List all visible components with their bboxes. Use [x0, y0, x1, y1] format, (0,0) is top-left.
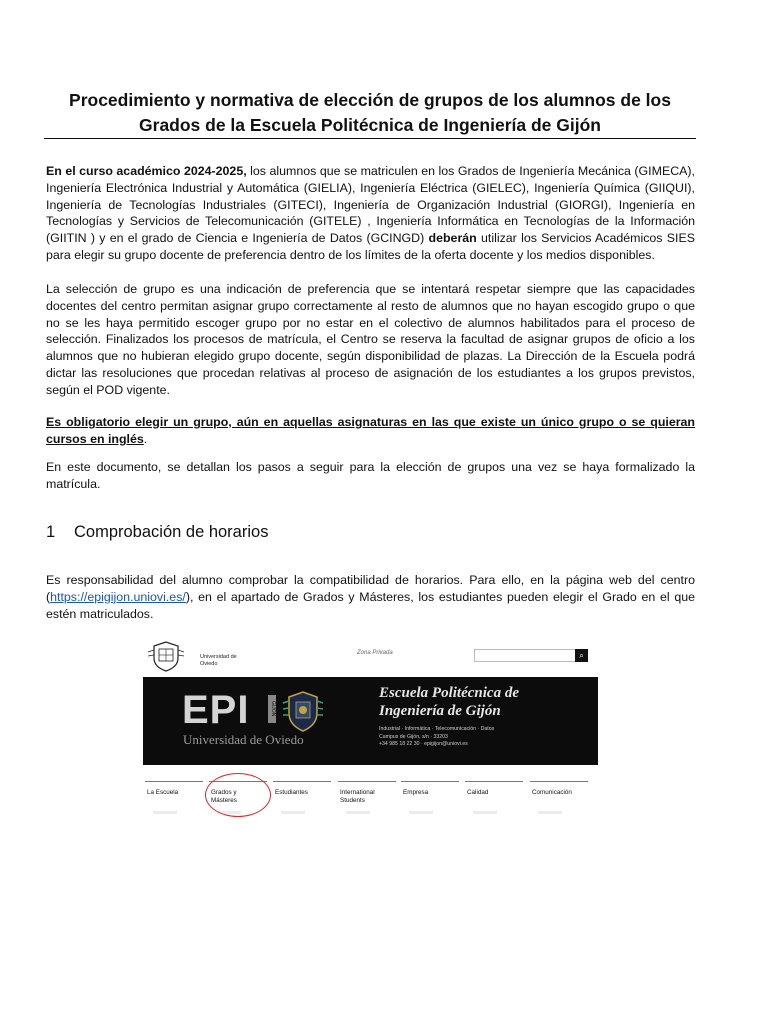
paragraph-selection: La selección de grupo es una indicación de preferencia que se intentará respetar siempre que las capacidades docentes del centro permitan asignar grupo correctamente al resto de alumnos que no hayan escogido grupo o que no se les haya permitido escoger grupo por no estar en el colectivo de alumnos habilitados para el proceso de selección. Finalizados los procesos de matrícula, el Centro se reserva la facultad de asignar grupos de oficio a los alumnos que no hubieran elegido grupo docente, según disponibilidad de plazas. La Dirección de la Escuela podrá dictar las resoluciones que procedan relativas al proceso de asignación de los estudiantes a los grupos previstos, según el POD vigente. — [46, 282, 695, 397]
paragraph-mandatory — [46, 414, 695, 448]
website-banner — [143, 677, 598, 765]
schedule-text-b: ), en el apartado de Grados y Másteres, los estudiantes pueden elegir el Grado en el que estén matriculados. — [46, 589, 695, 621]
highlight-circle — [205, 773, 271, 817]
search-icon: ⌕ — [579, 651, 584, 660]
intro-text-b: utilizar los Servicios Académicos SIES para elegir su grupo docente de preferencia dentro de los límites de la oferta docente y los medios disponibles. — [46, 231, 695, 262]
paragraph-document-scope: En este documento, se detallan los pasos a seguir para la elección de grupos una vez se haya formalizado la matrícula. — [46, 460, 695, 491]
school-detail-2: Campus de Gijón, s/n · 33203 — [379, 733, 448, 740]
website-screenshot — [143, 637, 598, 827]
section-heading — [46, 523, 268, 542]
document-title — [44, 88, 696, 138]
intro-bold-mid: deberán — [428, 231, 477, 246]
mandatory-end: . — [143, 431, 148, 446]
school-line-1: Escuela Politécnica de — [379, 685, 519, 701]
school-detail-1: Industrial · Informática · Telecomunicación · Datos — [379, 726, 495, 732]
gijon-tag: GIJÓN — [268, 695, 276, 723]
school-crest-icon — [281, 689, 325, 735]
title-line-1: Procedimiento y normativa de elección de grupos de los alumnos de los — [69, 90, 671, 110]
intro-text-a: los alumnos que se matriculen en los Grados de Ingeniería Mecánica (GIMECA), Ingeniería Electrónica Industrial y Automática (GIELIA), Ingeniería Eléctrica (GIELEC), Ingeniería Química (GIIQUI), Ingeniería de Tecnologías Industriales (GITECI), Ingeniería de Organización Industrial (GIORGI), Ingeniería en Tecnologías y Servicios de Telecomunicación (GITELE) , Ingeniería Informática en Tecnologías de la Información (GIITIN ) y en el grado de Ciencia e Ingeniería de Datos (GCINGD) — [46, 164, 695, 246]
university-line-1: Universidad de — [200, 654, 237, 660]
paragraph-schedule — [46, 572, 695, 622]
website-top-bar — [143, 637, 598, 675]
university-line-2: Oviedo — [200, 660, 218, 667]
section-title: Comprobación de horarios — [74, 523, 269, 541]
schedule-text-a: Es responsabilidad del alumno comprobar la compatibilidad de horarios. Para ello, en la página web del centro ( — [46, 573, 695, 604]
website-search-button[interactable] — [575, 649, 588, 662]
epigijon-link[interactable]: https://epigijon.uniovi.es/ — [50, 589, 186, 604]
mandatory-notice: Es obligatorio elegir un grupo, aún en aquellas asignaturas en las que existe un único grupo o se quieran cursos en inglés — [46, 415, 695, 446]
title-line-2: Grados de la Escuela Politécnica de Ingeniería de Gijón — [139, 115, 601, 135]
university-crest-icon — [146, 640, 186, 672]
paragraph-intro — [46, 163, 695, 264]
website-menu: La Escuela Grados y Másteres Estudiantes International Students Empresa Calidad Comunicación — [143, 781, 598, 821]
epi-logo: EPI — [182, 688, 250, 732]
section-number: 1 — [46, 523, 56, 541]
banner-university-name: Universidad de Oviedo — [183, 732, 304, 747]
school-detail-3: +34 985 18 22 30 · epigijon@uniovi.es — [379, 741, 468, 747]
school-line-2: Ingeniería de Gijón — [379, 703, 501, 719]
banner-school-details — [379, 726, 494, 749]
website-search-input[interactable] — [474, 649, 576, 662]
private-zone-link[interactable]: Zona Privada — [357, 650, 393, 656]
banner-school-name — [379, 684, 519, 720]
intro-bold-start: En el curso académico 2024-2025, — [46, 164, 247, 178]
university-label — [200, 654, 237, 667]
title-underline — [44, 138, 696, 139]
